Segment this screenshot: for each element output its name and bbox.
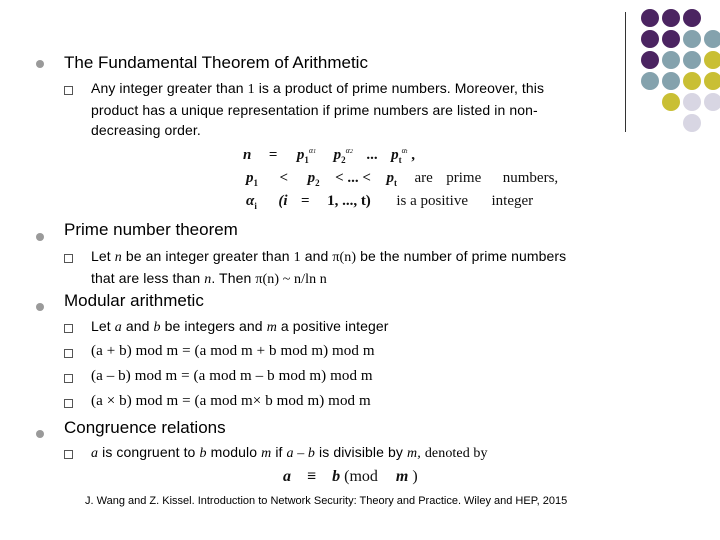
sub-bullet-box <box>64 399 73 408</box>
math-c-b: b <box>332 468 341 485</box>
math-p1-sub: 1 <box>304 155 309 165</box>
decorative-dot <box>662 51 680 69</box>
decorative-dot <box>683 114 701 132</box>
fta-text-2: product has a unique representation if prime numbers are listed in non- <box>91 102 538 118</box>
math-c-m: m <box>395 468 409 485</box>
pnt-n2: n <box>204 272 212 287</box>
heading-prime-number-theorem: Prime number theorem <box>64 220 238 239</box>
decorative-dot <box>641 51 659 69</box>
decorative-dot <box>662 30 680 48</box>
decorative-dot <box>641 72 659 90</box>
mod-and: and <box>125 318 150 334</box>
sub-bullet-box <box>64 324 73 333</box>
math-c-a: a <box>283 468 291 485</box>
decorative-dot <box>704 30 720 48</box>
mod-formula-subtraction: (a – b) mod m = (a mod m – b mod m) mod m <box>91 368 373 384</box>
reference-citation: J. Wang and Z. Kissel. Introduction to Network Security: Theory and Practice. Wiley and HEP, 2015 <box>85 495 568 507</box>
cong-a-minus-b: a – b <box>286 446 316 461</box>
math-o-s2: 2 <box>315 178 320 188</box>
math-p2-sub: 2 <box>341 155 346 165</box>
heading-fundamental-theorem: The Fundamental Theorem of Arithmetic <box>64 53 368 72</box>
bullet-dot <box>36 303 44 311</box>
decorative-dot <box>641 30 659 48</box>
math-p1-exp: α1 <box>308 146 317 155</box>
cong-denoted-by: denoted by <box>424 446 488 461</box>
pnt-one: 1 <box>293 250 301 265</box>
math-p2: p <box>333 147 342 163</box>
math-o-lt1: < <box>279 170 289 186</box>
math-alpha-condition <box>246 193 533 211</box>
pnt-let: Let <box>91 248 111 264</box>
pnt-statement <box>91 246 691 290</box>
math-alpha-i: (i <box>278 193 288 209</box>
math-pt-sub: t <box>398 155 402 165</box>
math-o-numbers: numbers, <box>502 170 559 186</box>
mod-item-1 <box>91 316 389 338</box>
math-comma: , <box>411 147 415 163</box>
pnt-formula: π(n) ~ n/ln n <box>255 272 327 287</box>
math-p1: p <box>296 147 305 163</box>
mod-m: m <box>266 320 277 335</box>
math-pt: p <box>391 147 399 163</box>
fta-text-1: Any integer greater than <box>91 80 244 96</box>
sub-bullet-box <box>64 374 73 383</box>
sub-bullet-box <box>64 450 73 459</box>
math-alpha-sub: i <box>254 201 257 211</box>
decorative-dot <box>662 9 680 27</box>
math-o-lt3: < <box>362 170 371 186</box>
decorative-dot <box>683 9 701 27</box>
mod-formula-multiplication: (a × b) mod m = (a mod m× b mod m) mod m <box>91 393 371 409</box>
pnt-text-b: be an integer greater than <box>125 248 290 264</box>
math-o-lt2: < <box>335 170 344 186</box>
math-alpha-a: a <box>410 193 417 209</box>
math-o-are: are <box>414 170 433 186</box>
decorative-dot <box>704 72 720 90</box>
math-factorization <box>243 146 415 165</box>
decorative-dot <box>683 30 701 48</box>
decorative-dot <box>683 72 701 90</box>
decorative-dot <box>704 51 720 69</box>
math-o-s1: 1 <box>253 178 258 188</box>
sub-bullet-box <box>64 86 73 95</box>
math-c-open: (mod <box>344 468 378 485</box>
heading-congruence-relations: Congruence relations <box>64 418 226 437</box>
math-o-p2: p <box>307 170 316 186</box>
pnt-n: n <box>114 250 122 265</box>
math-congruence <box>283 468 418 486</box>
mod-formula-addition: (a + b) mod m = (a mod m + b mod m) mod m <box>91 343 375 359</box>
math-eq: = <box>268 147 278 163</box>
math-o-dots: ... <box>347 170 359 186</box>
cong-text-b: is congruent to <box>102 444 196 460</box>
math-p2-exp: α2 <box>345 146 353 155</box>
math-alpha-positive: positive <box>420 193 468 209</box>
decorative-dot <box>704 93 720 111</box>
cong-a: a <box>91 446 99 461</box>
fta-text-3: decreasing order. <box>91 122 201 138</box>
cong-m: m <box>261 446 272 461</box>
cong-modulo: modulo <box>210 444 258 460</box>
mod-text-d: a positive integer <box>280 318 389 334</box>
bullet-dot <box>36 430 44 438</box>
mod-text-c: be integers and <box>164 318 263 334</box>
cong-m2: m, <box>407 446 421 461</box>
pnt-text-2b: . Then <box>211 270 252 286</box>
sub-bullet-box <box>64 349 73 358</box>
math-n: n <box>243 147 252 163</box>
math-alpha: α <box>246 193 255 209</box>
math-o-prime: prime <box>446 170 482 186</box>
pnt-pi-n: π(n) <box>332 250 357 265</box>
pnt-and: and <box>304 248 329 264</box>
math-c-close: ) <box>412 468 418 485</box>
math-alpha-range: 1, ..., t) <box>327 193 371 209</box>
fta-statement <box>91 78 636 140</box>
decorative-dot <box>683 93 701 111</box>
decorative-dot <box>662 93 680 111</box>
heading-modular-arithmetic: Modular arithmetic <box>64 291 204 310</box>
decorative-dot <box>683 51 701 69</box>
math-alpha-is: is <box>396 193 407 209</box>
bullet-dot <box>36 233 44 241</box>
math-alpha-eq: = <box>301 193 310 209</box>
math-pt-exp: αt <box>401 146 408 155</box>
cong-b: b <box>199 446 207 461</box>
sub-bullet-box <box>64 254 73 263</box>
fta-one: 1 <box>247 82 255 97</box>
pnt-text-2a: that are less than <box>91 270 201 286</box>
math-c-eq: ≡ <box>307 468 317 485</box>
math-ordering <box>246 170 558 188</box>
congruence-statement <box>91 442 488 464</box>
cong-text-h: is divisible by <box>319 444 403 460</box>
cong-if: if <box>275 444 283 460</box>
fta-text-1b: is a product of prime numbers. Moreover, this <box>258 80 545 96</box>
mod-b: b <box>153 320 161 335</box>
mod-let: Let <box>91 318 111 334</box>
math-dots: ... <box>366 147 378 163</box>
pnt-text-d: be the number of prime numbers <box>360 248 567 264</box>
decorative-dot <box>662 72 680 90</box>
mod-a: a <box>114 320 122 335</box>
decorative-dot <box>641 9 659 27</box>
bullet-dot <box>36 60 44 68</box>
math-o-pt: p <box>386 170 394 186</box>
math-o-p1: p <box>246 170 254 186</box>
math-o-st: t <box>393 178 397 188</box>
math-alpha-integer: integer <box>491 193 534 209</box>
